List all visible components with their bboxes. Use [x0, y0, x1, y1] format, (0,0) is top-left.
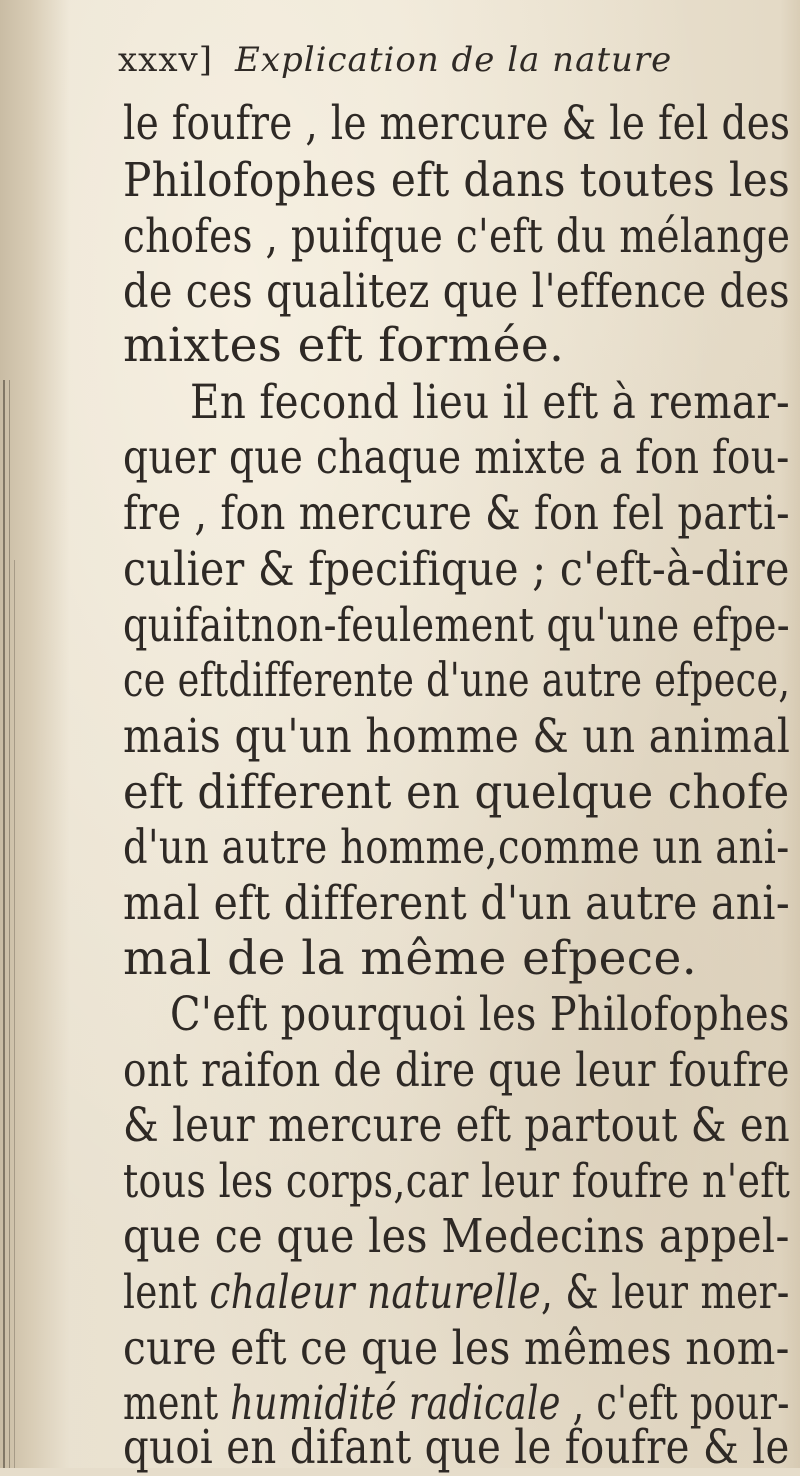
- text-line: cure eft ce que les mêmes nom-: [123, 1321, 790, 1376]
- line-segment: ment: [123, 1376, 231, 1431]
- text-line: C'eft pourquoi les Philofophes: [170, 987, 790, 1042]
- text-line: & leur mercure eft partout & en: [123, 1098, 791, 1153]
- text-line: Philofophes eft dans toutes les: [123, 153, 791, 208]
- text-line: culier & fpecifique ; c'eft-à-dire: [123, 542, 790, 597]
- text-line: mal de la même efpece.: [123, 931, 698, 986]
- text-line: d'un autre homme,comme un ani-: [123, 820, 790, 875]
- italic-term: humidité radicale: [230, 1376, 561, 1431]
- text-line: mixtes eft formée.: [123, 318, 565, 373]
- line-segment: , & leur mer-: [541, 1265, 790, 1320]
- line-segment: lent: [123, 1265, 210, 1320]
- text-line: quer que chaque mixte a fon fou-: [123, 430, 790, 485]
- text-line: quoi en difant que le foufre & le: [123, 1420, 790, 1475]
- text-line: quifaitnon-feulement qu'une efpe-: [123, 598, 790, 653]
- text-line: mais qu'un homme & un animal: [123, 709, 791, 764]
- page-number: xxxv]: [118, 40, 213, 80]
- text-line: de ces qualitez que l'effence des: [123, 264, 790, 319]
- text-line: [123, 1265, 790, 1321]
- italic-term: chaleur naturelle: [209, 1265, 542, 1320]
- text-line: ce eftdifferente d'une autre efpece,: [123, 653, 791, 708]
- text-line: ont raifon de dire que leur foufre: [123, 1043, 790, 1098]
- text-line: eft different en quelque chofe: [123, 765, 790, 820]
- text-line: mal eft different d'un autre ani-: [123, 876, 790, 931]
- line-segment: , c'eft pour-: [560, 1376, 790, 1431]
- text-line: fre , fon mercure & fon fel parti-: [123, 486, 790, 541]
- text-line: chofes , puifque c'eft du mélange: [123, 209, 791, 264]
- text-line: que ce que les Medecins appel-: [123, 1209, 790, 1264]
- text-line: En fecond lieu il eft à remar-: [190, 375, 790, 430]
- text-line: tous les corps,car leur foufre n'eft: [123, 1154, 791, 1209]
- running-title: Explication de la nature: [235, 40, 673, 80]
- text-line: le foufre , le mercure & le fel des: [123, 96, 791, 151]
